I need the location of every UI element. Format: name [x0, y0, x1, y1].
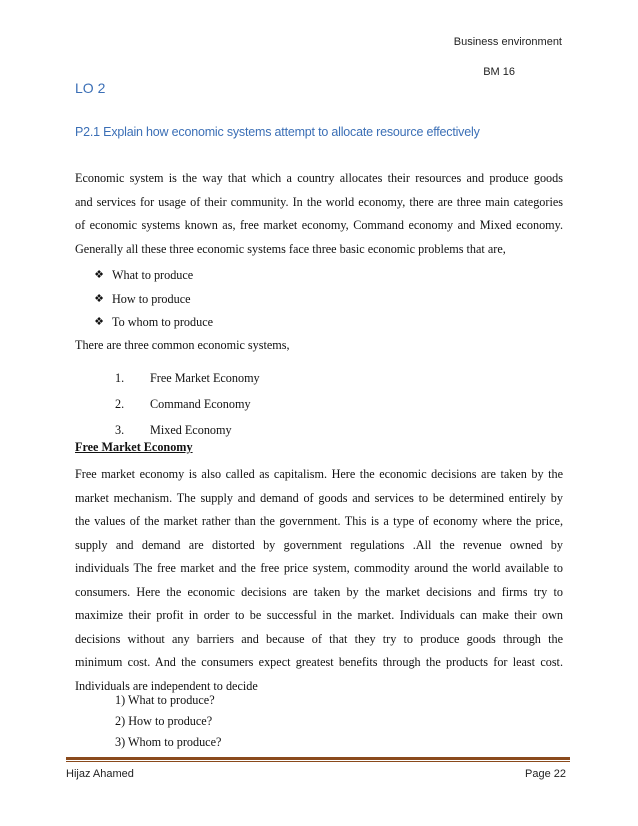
footer-divider-thin — [66, 761, 570, 762]
intro-line: Economic system is the way that which a country allocates their resources and produce goods — [75, 171, 563, 185]
systems-intro: There are three common economic systems, — [75, 338, 290, 352]
header-title: Business environment — [453, 36, 562, 48]
list-item-label: What to produce — [112, 268, 194, 282]
diamond-bullet-icon: ❖ — [94, 292, 104, 305]
intro-line: and services for usage of their community. In the world economy, there are three main categories — [75, 194, 563, 209]
paragraph-line: individuals The free market and the free price system, commodity around the world available to — [75, 561, 563, 575]
paragraph-line: minimum cost. And the consumers expect greatest benefits through the products for least cost. — [75, 655, 563, 669]
list-item — [115, 365, 260, 391]
section-subheading: P2.1 Explain how economic systems attempt to allocate resource effectively — [75, 125, 480, 139]
list-item: 3) Whom to produce? — [115, 735, 222, 749]
list-item-number: 2. — [115, 397, 125, 411]
paragraph-line: the values of the market rather than the government. This is a type of economy where the price, — [75, 514, 563, 528]
list-item-label: Mixed Economy — [150, 423, 232, 437]
paragraph-line: maximize their profit in order to be successful in the market. Individuals can make their own — [75, 608, 563, 622]
intro-paragraph — [75, 167, 563, 261]
list-item: 1) What to produce? — [115, 693, 215, 707]
paragraph-line: Individuals are independent to decide — [75, 678, 258, 693]
list-item — [92, 264, 213, 288]
paragraph-line: supply and demand are distorted by government regulations .All the revenue owned by — [75, 537, 563, 552]
paragraph-line: decisions without any barriers and because of that they try to produce goods through the — [75, 631, 563, 646]
decision-questions-list — [115, 690, 221, 753]
list-item — [92, 311, 213, 335]
list-item-label: To whom to produce — [112, 315, 214, 329]
list-item-label: Command Economy — [150, 397, 251, 411]
footer-page-number: Page 22 — [525, 768, 566, 780]
paragraph-line: Free market economy is also called as capitalism. Here the economic decisions are taken by the — [75, 467, 563, 481]
list-item-label: Free Market Economy — [150, 371, 260, 385]
list-item-number: 1. — [115, 371, 125, 385]
footer-author: Hijaz Ahamed — [66, 768, 134, 780]
list-item — [92, 288, 213, 312]
diamond-bullet-icon: ❖ — [94, 269, 104, 281]
paragraph-line: consumers. Here the economic decisions are taken by the market decisions and firms try to — [75, 584, 563, 599]
intro-line: of economic systems known as, free market economy, Command economy and Mixed economy. — [75, 218, 563, 232]
free-market-paragraph — [75, 463, 563, 698]
list-item-number: 3. — [115, 423, 125, 437]
economic-problems-list — [92, 264, 213, 335]
paragraph-line: market mechanism. The supply and demand of goods and services to be determined entirely by — [75, 490, 563, 505]
header-code: BM 16 — [483, 66, 515, 78]
section-heading: LO 2 — [75, 80, 106, 96]
list-item-label: How to produce — [112, 291, 191, 306]
intro-line: Generally all these three economic systems face three basic economic problems that are, — [75, 241, 506, 256]
diamond-bullet-icon: ❖ — [94, 316, 104, 328]
free-market-heading: Free Market Economy — [75, 440, 193, 454]
list-item: 2) How to produce? — [115, 714, 213, 728]
economic-systems-list — [115, 365, 260, 443]
footer-divider — [66, 757, 570, 760]
list-item — [115, 391, 260, 417]
